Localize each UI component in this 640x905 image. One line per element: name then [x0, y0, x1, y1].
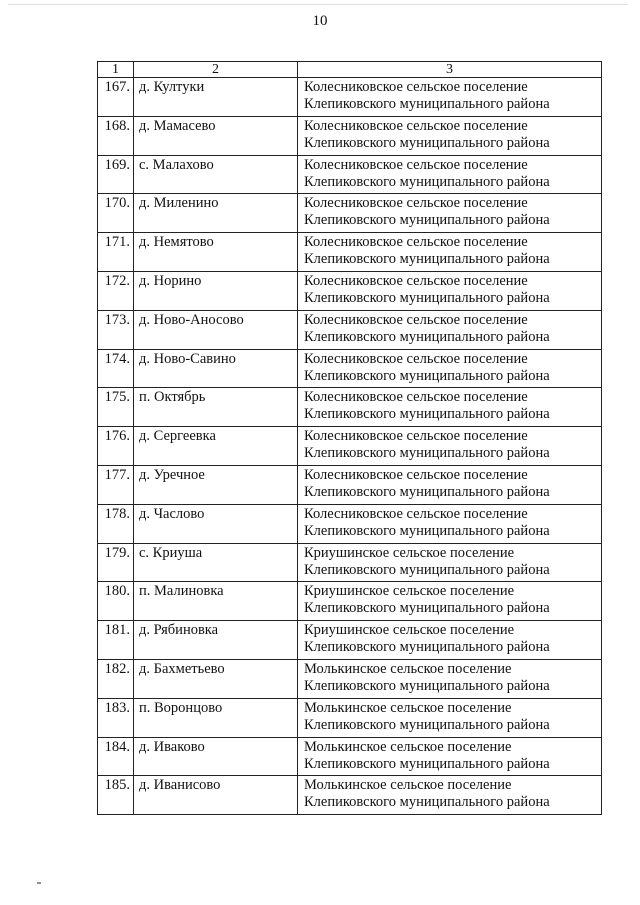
table-row [98, 504, 602, 543]
settlements-table-container [97, 61, 601, 815]
table-body [98, 78, 602, 815]
settlement-cell [298, 621, 602, 660]
table-row [98, 78, 602, 117]
locality-name: п. Воронцово [134, 698, 298, 737]
table-row [98, 427, 602, 466]
settlement-name: Криушинское сельское поселение [304, 544, 515, 561]
locality-name: д. Култуки [134, 78, 298, 117]
locality-name: д. Мамасево [134, 116, 298, 155]
header-col-settlement: 3 [298, 62, 602, 78]
row-number: 168. [98, 116, 134, 155]
settlement-cell [298, 659, 602, 698]
table-row [98, 271, 602, 310]
district-name: Клепиковского муниципального района [304, 639, 550, 656]
locality-name: д. Норино [134, 271, 298, 310]
settlement-name: Криушинское сельское поселение [304, 583, 515, 600]
header-row [98, 62, 602, 78]
settlement-name: Колесниковское сельское поселение [304, 428, 528, 445]
table-row [98, 698, 602, 737]
district-name: Клепиковского муниципального района [304, 522, 550, 539]
table-row [98, 388, 602, 427]
district-name: Клепиковского муниципального района [304, 600, 550, 617]
settlement-cell [298, 776, 602, 815]
district-name: Клепиковского муниципального района [304, 289, 550, 306]
row-number: 170. [98, 194, 134, 233]
locality-name: д. Уречное [134, 465, 298, 504]
settlement-name: Колесниковское сельское поселение [304, 311, 528, 328]
settlement-cell [298, 582, 602, 621]
settlement-name: Колесниковское сельское поселение [304, 156, 528, 173]
locality-name: д. Иваково [134, 737, 298, 776]
settlement-name: Молькинское сельское поселение [304, 777, 512, 794]
district-name: Клепиковского муниципального района [304, 134, 550, 151]
settlement-cell [298, 349, 602, 388]
table-row [98, 233, 602, 272]
locality-name: д. Часлово [134, 504, 298, 543]
table-row [98, 194, 602, 233]
row-number: 180. [98, 582, 134, 621]
row-number: 182. [98, 659, 134, 698]
scan-mark-top [8, 4, 628, 5]
settlement-cell [298, 504, 602, 543]
settlement-cell [298, 388, 602, 427]
table-row [98, 659, 602, 698]
row-number: 181. [98, 621, 134, 660]
settlement-cell [298, 233, 602, 272]
district-name: Клепиковского муниципального района [304, 406, 550, 423]
settlement-name: Молькинское сельское поселение [304, 699, 512, 716]
district-name: Клепиковского муниципального района [304, 794, 550, 811]
scan-mark-left-dot [37, 882, 41, 884]
district-name: Клепиковского муниципального района [304, 328, 550, 345]
locality-name: д. Сергеевка [134, 427, 298, 466]
district-name: Клепиковского муниципального района [304, 251, 550, 268]
settlement-cell [298, 737, 602, 776]
row-number: 185. [98, 776, 134, 815]
table-row [98, 465, 602, 504]
header-col-number: 1 [98, 62, 134, 78]
locality-name: д. Миленино [134, 194, 298, 233]
locality-name: д. Немятово [134, 233, 298, 272]
settlement-cell [298, 465, 602, 504]
locality-name: д. Иванисово [134, 776, 298, 815]
settlement-name: Колесниковское сельское поселение [304, 117, 528, 134]
page-number: 10 [312, 13, 328, 29]
locality-name: д. Ново-Аносово [134, 310, 298, 349]
settlement-cell [298, 427, 602, 466]
row-number: 174. [98, 349, 134, 388]
settlement-name: Молькинское сельское поселение [304, 738, 512, 755]
row-number: 175. [98, 388, 134, 427]
settlement-name: Колесниковское сельское поселение [304, 505, 528, 522]
locality-name: д. Рябиновка [134, 621, 298, 660]
locality-name: п. Октябрь [134, 388, 298, 427]
district-name: Клепиковского муниципального района [304, 96, 550, 112]
row-number: 176. [98, 427, 134, 466]
district-name: Клепиковского муниципального района [304, 561, 550, 578]
settlement-cell [298, 116, 602, 155]
district-name: Клепиковского муниципального района [304, 367, 550, 384]
row-number: 183. [98, 698, 134, 737]
table-header [98, 62, 602, 78]
district-name: Клепиковского муниципального района [304, 677, 550, 694]
locality-name: с. Малахово [134, 155, 298, 194]
locality-name: д. Бахметьево [134, 659, 298, 698]
row-number: 184. [98, 737, 134, 776]
locality-name: с. Криуша [134, 543, 298, 582]
row-number: 173. [98, 310, 134, 349]
row-number: 167. [98, 78, 134, 117]
settlement-name: Колесниковское сельское поселение [304, 350, 528, 367]
settlement-cell [298, 698, 602, 737]
table-row [98, 349, 602, 388]
row-number: 169. [98, 155, 134, 194]
settlement-cell [298, 78, 602, 117]
settlement-name: Колесниковское сельское поселение [304, 195, 528, 212]
row-number: 172. [98, 271, 134, 310]
locality-name: п. Малиновка [134, 582, 298, 621]
settlements-table [97, 61, 602, 815]
settlement-name: Колесниковское сельское поселение [304, 272, 528, 289]
table-row [98, 155, 602, 194]
row-number: 178. [98, 504, 134, 543]
table-row [98, 621, 602, 660]
district-name: Клепиковского муниципального района [304, 716, 550, 733]
table-row [98, 543, 602, 582]
district-name: Клепиковского муниципального района [304, 173, 550, 190]
district-name: Клепиковского муниципального района [304, 755, 550, 772]
settlement-cell [298, 310, 602, 349]
settlement-name: Колесниковское сельское поселение [304, 234, 528, 251]
table-row [98, 776, 602, 815]
settlement-name: Колесниковское сельское поселение [304, 79, 528, 95]
row-number: 179. [98, 543, 134, 582]
table-row [98, 116, 602, 155]
settlement-name: Молькинское сельское поселение [304, 660, 512, 677]
header-col-locality: 2 [134, 62, 298, 78]
row-number: 171. [98, 233, 134, 272]
table-row [98, 310, 602, 349]
locality-name: д. Ново-Савино [134, 349, 298, 388]
table-row [98, 582, 602, 621]
settlement-name: Колесниковское сельское поселение [304, 389, 528, 406]
settlement-name: Колесниковское сельское поселение [304, 466, 528, 483]
table-row [98, 737, 602, 776]
row-number: 177. [98, 465, 134, 504]
district-name: Клепиковского муниципального района [304, 212, 550, 229]
settlement-cell [298, 155, 602, 194]
district-name: Клепиковского муниципального района [304, 445, 550, 462]
settlement-cell [298, 271, 602, 310]
settlement-name: Криушинское сельское поселение [304, 622, 515, 639]
settlement-cell [298, 543, 602, 582]
district-name: Клепиковского муниципального района [304, 483, 550, 500]
settlement-cell [298, 194, 602, 233]
